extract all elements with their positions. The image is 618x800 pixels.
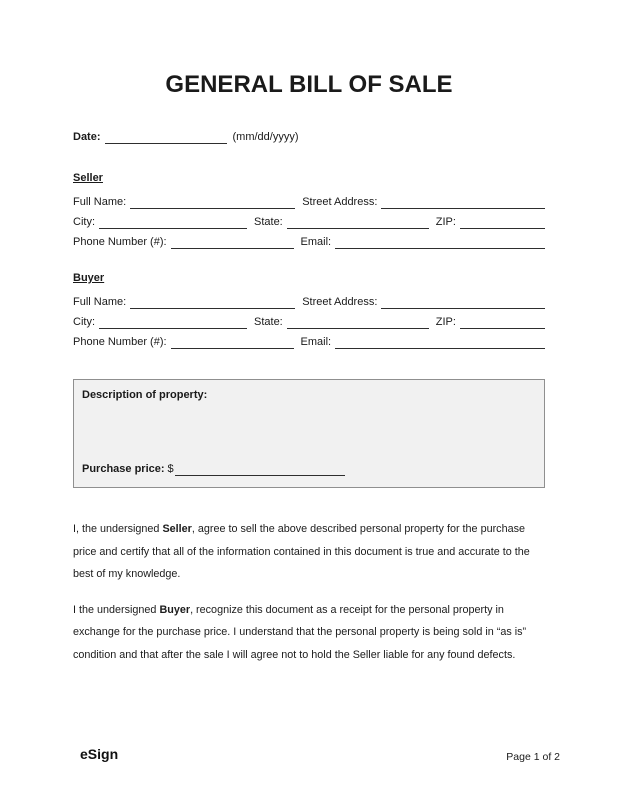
buyer-email-input-line[interactable] xyxy=(335,335,545,349)
buyer-clause xyxy=(73,599,545,667)
date-format-hint: (mm/dd/yyyy) xyxy=(232,131,299,143)
buyer-email-label: Email: xyxy=(300,336,332,348)
seller-full-name-label: Full Name: xyxy=(73,196,127,208)
seller-city-state-zip-row xyxy=(73,212,545,232)
seller-clause-text-after: , agree to sell the above described personal property for the purchase price and certify that all of the information contained in this document is true and accurate to the best of my knowledge. xyxy=(73,523,530,580)
buyer-clause-text-after: , recognize this document as a receipt for the personal property in exchange for the purchase price. I understand that the personal property is being sold in “as is” condition and that after the sale I will agree not to hold the Seller liable for any found defects. xyxy=(73,603,527,661)
seller-clause-bold-word: Seller xyxy=(162,523,192,535)
buyer-phone-input-line[interactable] xyxy=(171,335,294,349)
currency-symbol: $ xyxy=(167,463,174,475)
buyer-heading: Buyer xyxy=(73,272,105,284)
buyer-street-address-input-line[interactable] xyxy=(381,295,545,309)
seller-state-label: State: xyxy=(254,216,283,228)
seller-phone-label: Phone Number (#): xyxy=(73,236,167,248)
date-input-line[interactable] xyxy=(105,130,227,144)
buyer-section xyxy=(73,268,545,352)
seller-name-address-row xyxy=(73,192,545,212)
buyer-city-label: City: xyxy=(73,316,95,328)
seller-email-input-line[interactable] xyxy=(335,235,545,249)
property-description-box xyxy=(73,379,545,488)
page-title: GENERAL BILL OF SALE xyxy=(165,71,453,98)
seller-street-address-input-line[interactable] xyxy=(381,195,545,209)
seller-clause-text-before: I, the undersigned xyxy=(73,523,163,535)
property-description-input-area[interactable] xyxy=(82,405,536,459)
seller-zip-label: ZIP: xyxy=(435,216,456,228)
buyer-clause-text-before: I the undersigned xyxy=(73,603,160,616)
date-row xyxy=(73,127,545,147)
purchase-price-label: Purchase price: xyxy=(82,463,165,475)
seller-state-input-line[interactable] xyxy=(287,215,429,229)
seller-zip-input-line[interactable] xyxy=(460,215,545,229)
buyer-full-name-input-line[interactable] xyxy=(130,295,295,309)
buyer-city-input-line[interactable] xyxy=(99,315,247,329)
seller-clause xyxy=(73,518,545,586)
buyer-clause-bold-word: Buyer xyxy=(159,603,191,616)
seller-phone-input-line[interactable] xyxy=(171,235,294,249)
seller-city-input-line[interactable] xyxy=(99,215,247,229)
buyer-street-address-label: Street Address: xyxy=(302,296,378,308)
buyer-city-state-zip-row xyxy=(73,312,545,332)
buyer-name-address-row xyxy=(73,292,545,312)
buyer-zip-label: ZIP: xyxy=(435,316,456,328)
purchase-price-input-line[interactable] xyxy=(175,462,345,476)
seller-full-name-input-line[interactable] xyxy=(130,195,295,209)
buyer-state-input-line[interactable] xyxy=(287,315,429,329)
seller-email-label: Email: xyxy=(300,236,332,248)
buyer-phone-email-row xyxy=(73,332,545,352)
buyer-state-label: State: xyxy=(254,316,283,328)
page-number-indicator: Page 1 of 2 xyxy=(506,751,560,763)
buyer-phone-label: Phone Number (#): xyxy=(73,336,167,348)
purchase-price-row xyxy=(82,459,536,479)
seller-heading: Seller xyxy=(73,172,103,184)
seller-city-label: City: xyxy=(73,216,95,228)
buyer-full-name-label: Full Name: xyxy=(73,296,127,308)
description-of-property-label: Description of property: xyxy=(82,389,208,401)
buyer-zip-input-line[interactable] xyxy=(460,315,545,329)
seller-street-address-label: Street Address: xyxy=(302,196,378,208)
description-label-row xyxy=(82,386,536,405)
esign-logo: eSign xyxy=(80,746,119,762)
seller-section xyxy=(73,168,545,252)
seller-phone-email-row xyxy=(73,232,545,252)
date-label: Date: xyxy=(73,131,101,143)
